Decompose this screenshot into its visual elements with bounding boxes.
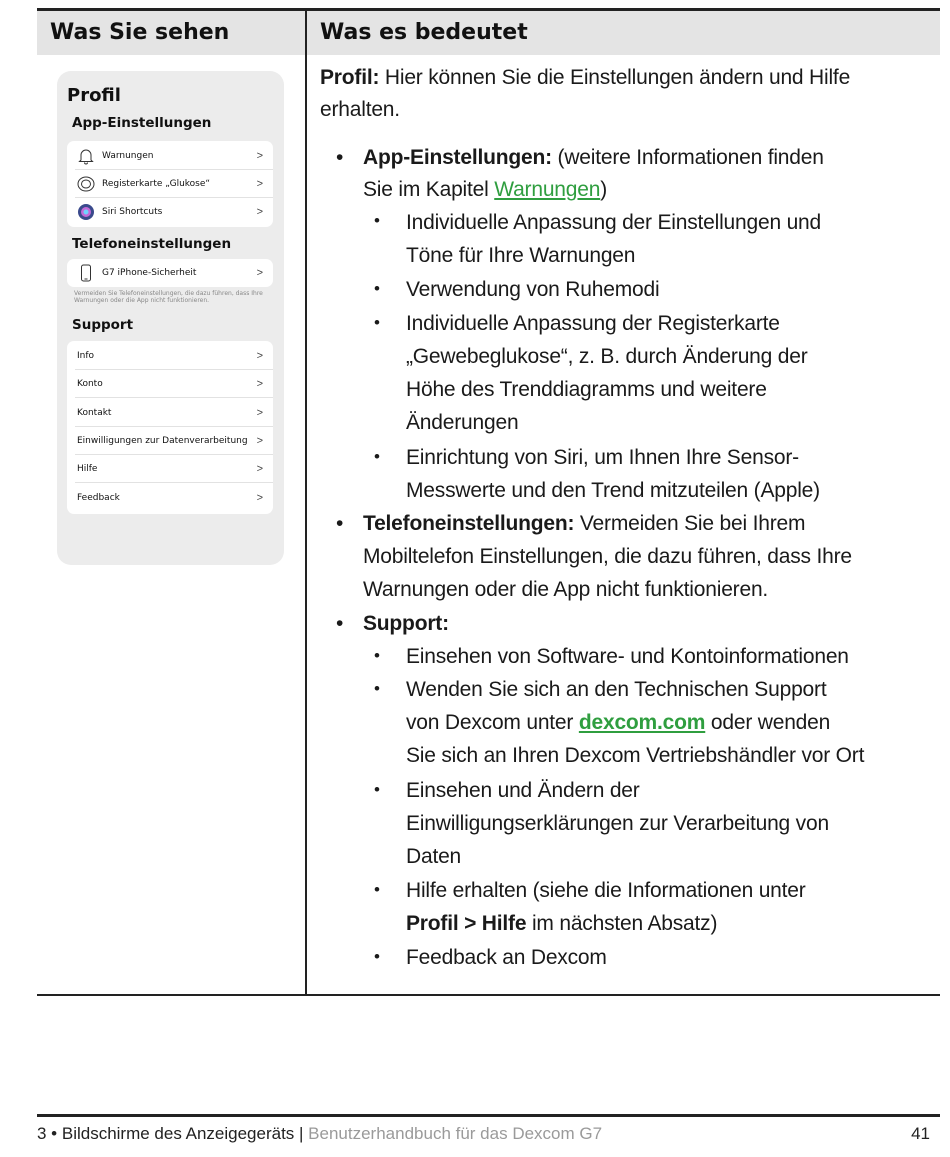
phone-support-card [67, 341, 273, 514]
app-sub3-line-4: Änderungen [406, 411, 519, 434]
app-sub3-line-2: „Gewebeglukose“, z. B. durch Änderung der [406, 345, 808, 368]
intro-line-1 [320, 66, 850, 90]
phone-row-label: Hilfe [77, 464, 98, 474]
sub-bullet-dot: • [374, 279, 380, 298]
sub-bullet-dot: • [374, 780, 380, 799]
chevron-right-icon: > [256, 435, 263, 447]
phone-row-label: Feedback [77, 493, 120, 503]
support-text: von Dexcom unter [406, 711, 579, 734]
support-sub3-line-3: Daten [406, 845, 462, 868]
phone-row-label: Warnungen [102, 151, 154, 161]
support-sub4-line-2 [406, 912, 717, 936]
chevron-right-icon: > [256, 378, 263, 390]
phone-row-label: Registerkarte „Glukose“ [102, 179, 211, 189]
row-separator [75, 397, 273, 398]
intro-bold: Profil: [320, 66, 380, 89]
sub-bullet-dot: • [374, 679, 380, 698]
support-sub2-line-1: Wenden Sie sich an den Technischen Support [406, 678, 827, 701]
phone-row-glucose-tab[interactable] [67, 170, 273, 198]
intro-line-2: erhalten. [320, 98, 400, 121]
dexcom-link[interactable]: dexcom.com [578, 711, 706, 734]
bullet-dot: • [336, 146, 344, 169]
phone-row-kontakt[interactable] [67, 399, 273, 427]
phone-row-feedback[interactable] [67, 484, 273, 512]
support-sub3-line-2: Einwilligungserklärungen zur Verarbeitung von [406, 812, 829, 835]
phone-row-label: Siri Shortcuts [102, 207, 163, 217]
phone-settings-text: Vermeiden Sie bei Ihrem [574, 512, 806, 535]
app-sub1-line-1: Individuelle Anpassung der Einstellungen und [406, 211, 822, 234]
app-settings-text: (weitere Informationen finden [551, 146, 824, 169]
column-header-meaning: Was es bedeutet [320, 20, 528, 45]
phone-row-label: Einwilligungen zur Datenverarbeitung [77, 436, 248, 446]
chevron-right-icon: > [256, 463, 263, 475]
phone-row-label: Konto [77, 379, 103, 389]
chevron-right-icon: > [256, 267, 263, 279]
support-text: oder wenden [705, 711, 831, 734]
phone-settings-line-3: Warnungen oder die App nicht funktionieren. [363, 578, 769, 601]
column-divider [305, 11, 307, 995]
sub-bullet-dot: • [374, 947, 380, 966]
chevron-right-icon: > [256, 150, 263, 162]
app-sub4-line-1: Einrichtung von Siri, um Ihnen Ihre Sensor- [406, 446, 799, 469]
support-text: im nächsten Absatz) [526, 912, 718, 935]
bullet-dot: • [336, 512, 344, 535]
bullet-dot: • [336, 612, 344, 635]
chevron-right-icon: > [256, 492, 263, 504]
column-header-what-you-see: Was Sie sehen [50, 20, 230, 45]
app-sub4-line-2: Messwerte und den Trend mitzuteilen (Apple) [406, 479, 820, 502]
phone-row-konto[interactable] [67, 370, 273, 398]
app-sub2: Verwendung von Ruhemodi [406, 278, 660, 301]
table-bottom-rule [37, 994, 940, 996]
phone-section-app-settings: App-Einstellungen [72, 115, 212, 131]
phone-row-label: Kontakt [77, 408, 112, 418]
phone-app-settings-card [67, 141, 273, 227]
phone-section-support: Support [72, 317, 134, 333]
support-sub5: Feedback an Dexcom [406, 946, 607, 969]
app-settings-text: ) [600, 178, 608, 201]
phone-settings-line-1 [363, 512, 805, 536]
support-sub2-line-3: Sie sich an Ihren Dexcom Vertriebshändler vor Ort [406, 744, 865, 767]
phone-row-warnungen[interactable] [67, 142, 273, 170]
phone-settings-line-2: Mobiltelefon Einstellungen, die dazu führen, dass Ihre [363, 545, 852, 568]
support-sub2-line-2 [406, 711, 830, 735]
phone-section-phone-settings: Telefoneinstellungen [72, 236, 232, 252]
sub-bullet-dot: • [374, 447, 380, 466]
app-settings-text: Sie im Kapitel [363, 178, 495, 201]
chevron-right-icon: > [256, 407, 263, 419]
phone-row-siri-shortcuts[interactable] [67, 198, 273, 226]
sensor-icon [77, 175, 95, 193]
phone-row-consents[interactable] [67, 427, 273, 455]
bell-icon [77, 147, 95, 165]
footer-manual-title: Benutzerhandbuch für das Dexcom G7 [308, 1124, 603, 1143]
intro-text: Hier können Sie die Einstellungen ändern und Hilfe [379, 66, 851, 89]
phone-row-iphone-security[interactable] [67, 259, 273, 287]
phone-settings-bold: Telefoneinstellungen: [363, 512, 575, 535]
phone-phone-settings-card [67, 259, 273, 287]
support-sub3-line-1: Einsehen und Ändern der [406, 779, 640, 802]
support-sub1: Einsehen von Software- und Kontoinformationen [406, 645, 849, 668]
app-sub3-line-1: Individuelle Anpassung der Registerkarte [406, 312, 780, 335]
phone-settings-note: Vermeiden Sie Telefoneinstellungen, die dazu führen, dass Ihre Warnungen oder die App nicht funktionieren. [74, 290, 263, 304]
siri-icon [77, 203, 95, 221]
sub-bullet-dot: • [374, 211, 380, 230]
app-sub3-line-3: Höhe des Trenddiagramms und weitere [406, 378, 767, 401]
phone-row-label: G7 iPhone-Sicherheit [102, 268, 197, 278]
row-separator [75, 482, 273, 483]
chevron-right-icon: > [256, 178, 263, 190]
app-settings-bold: App-Einstellungen: [363, 146, 552, 169]
support-bold: Profil > Hilfe [406, 912, 527, 935]
page-footer [37, 1124, 602, 1144]
warnungen-link[interactable]: Warnungen [494, 178, 601, 201]
phone-icon [77, 264, 95, 282]
phone-row-hilfe[interactable] [67, 455, 273, 483]
footer-rule [37, 1114, 940, 1117]
footer-chapter: 3 • Bildschirme des Anzeigegeräts | [37, 1124, 309, 1143]
phone-row-info[interactable] [67, 342, 273, 370]
chevron-right-icon: > [256, 206, 263, 218]
app-settings-line-1 [363, 146, 824, 170]
sub-bullet-dot: • [374, 313, 380, 332]
support-sub4-line-1: Hilfe erhalten (siehe die Informationen unter [406, 879, 806, 902]
chevron-right-icon: > [256, 350, 263, 362]
page-number: 41 [911, 1124, 930, 1143]
app-sub1-line-2: Töne für Ihre Warnungen [406, 244, 636, 267]
phone-row-label: Info [77, 351, 95, 361]
table-header [37, 11, 940, 55]
sub-bullet-dot: • [374, 646, 380, 665]
app-settings-line-2 [363, 178, 607, 202]
support-heading: Support: [363, 612, 449, 635]
phone-screenshot [57, 71, 284, 565]
sub-bullet-dot: • [374, 880, 380, 899]
phone-title: Profil [67, 85, 121, 106]
